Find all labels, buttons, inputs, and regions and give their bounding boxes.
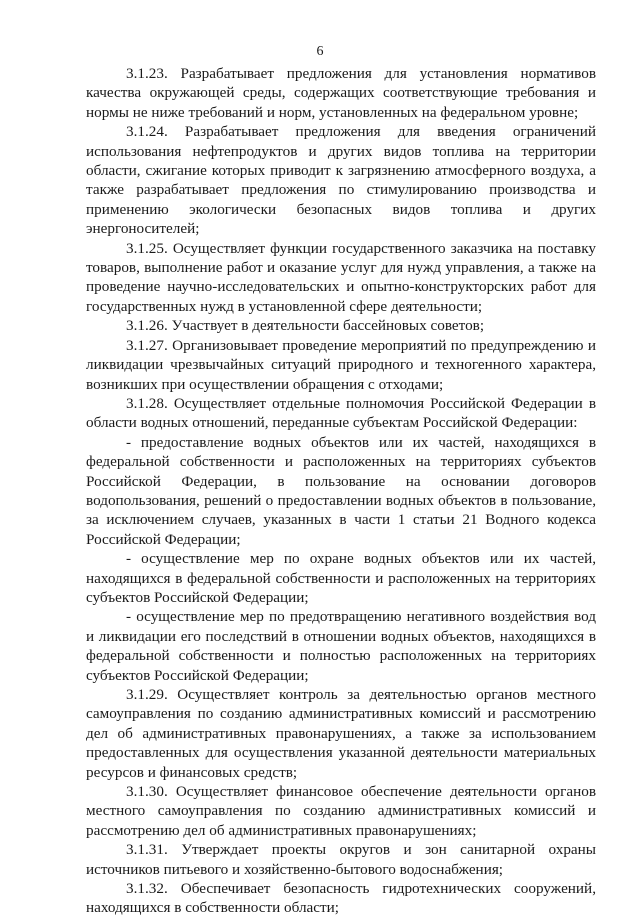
- paragraph-3-1-25: 3.1.25. Осуществляет функции государственного заказчика на поставку товаров, выполнение работ и оказание услуг для нужд управления, а также на проведение научно-исследовательских и опытно-конструкторских работ для государственных нужд в установленной сфере деятельности;: [86, 239, 596, 315]
- paragraph-3-1-27: 3.1.27. Организовывает проведение мероприятий по предупреждению и ликвидации чрезвычайных ситуаций природного и техногенного характера, возникших при осуществлении обращения с отходами;: [86, 336, 596, 393]
- paragraph-3-1-28: 3.1.28. Осуществляет отдельные полномочия Российской Федерации в области водных отношений, переданные субъектам Российской Федерации:: [86, 394, 596, 432]
- paragraph-3-1-32: 3.1.32. Обеспечивает безопасность гидротехнических сооружений, находящихся в собственности области;: [86, 880, 596, 917]
- paragraph-3-1-23: 3.1.23. Разрабатывает предложения для установления нормативов качества окружающей среды, содержащих соответствующие требования и нормы не ниже требований и норм, установленных на федеральном уровне;: [86, 65, 596, 121]
- list-item-protection: - осуществление мер по охране водных объектов или их частей, находящихся в федеральной собственности и расположенных на территориях субъектов Российской Федерации;: [86, 550, 596, 606]
- paragraph-3-1-26: 3.1.26. Участвует в деятельности бассейновых советов;: [126, 317, 485, 335]
- paragraph-3-1-29: 3.1.29. Осуществляет контроль за деятельностью органов местного самоуправления по созданию административных комиссий и рассмотрению дел об административных правонарушениях, а также за использованием предоставленных для осуществления указанной деятельности материальных ресурсов и финансовых средств;: [86, 686, 596, 781]
- list-item-prevention: - осуществление мер по предотвращению негативного воздействия вод и ликвидации его последствий в отношении водных объектов, находящихся в федеральной собственности и полностью расположенных на территориях субъектов Российской Федерации;: [86, 608, 596, 684]
- paragraph-3-1-30: 3.1.30. Осуществляет финансовое обеспечение деятельности органов местного самоуправления по созданию административных комиссий и рассмотрению дел об административных правонарушениях;: [86, 783, 596, 839]
- paragraph-3-1-31: 3.1.31. Утверждает проекты округов и зон санитарной охраны источников питьевого и хозяйственно-бытового водоснабжения;: [86, 841, 596, 878]
- page-number: 6: [316, 44, 324, 59]
- paragraph-3-1-24: 3.1.24. Разрабатывает предложения для введения ограничений использования нефтепродуктов и других видов топлива на территории области, сжигание которых приводит к загрязнению атмосферного воздуха, а также разрабатывает предложения по стимулированию производства и применению экологически безопасных видов топлива и других энергоносителей;: [86, 123, 596, 238]
- list-item-provision: - предоставление водных объектов или их частей, находящихся в федеральной собственности и расположенных на территориях субъектов Российской Федерации, в пользование на основании договоров водопользования, решений о предоставлении водных объектов в пользование, за исключением случаев, указанных в части 1 статьи 21 Водного кодекса Российской Федерации;: [86, 433, 596, 548]
- document-body: [86, 64, 596, 918]
